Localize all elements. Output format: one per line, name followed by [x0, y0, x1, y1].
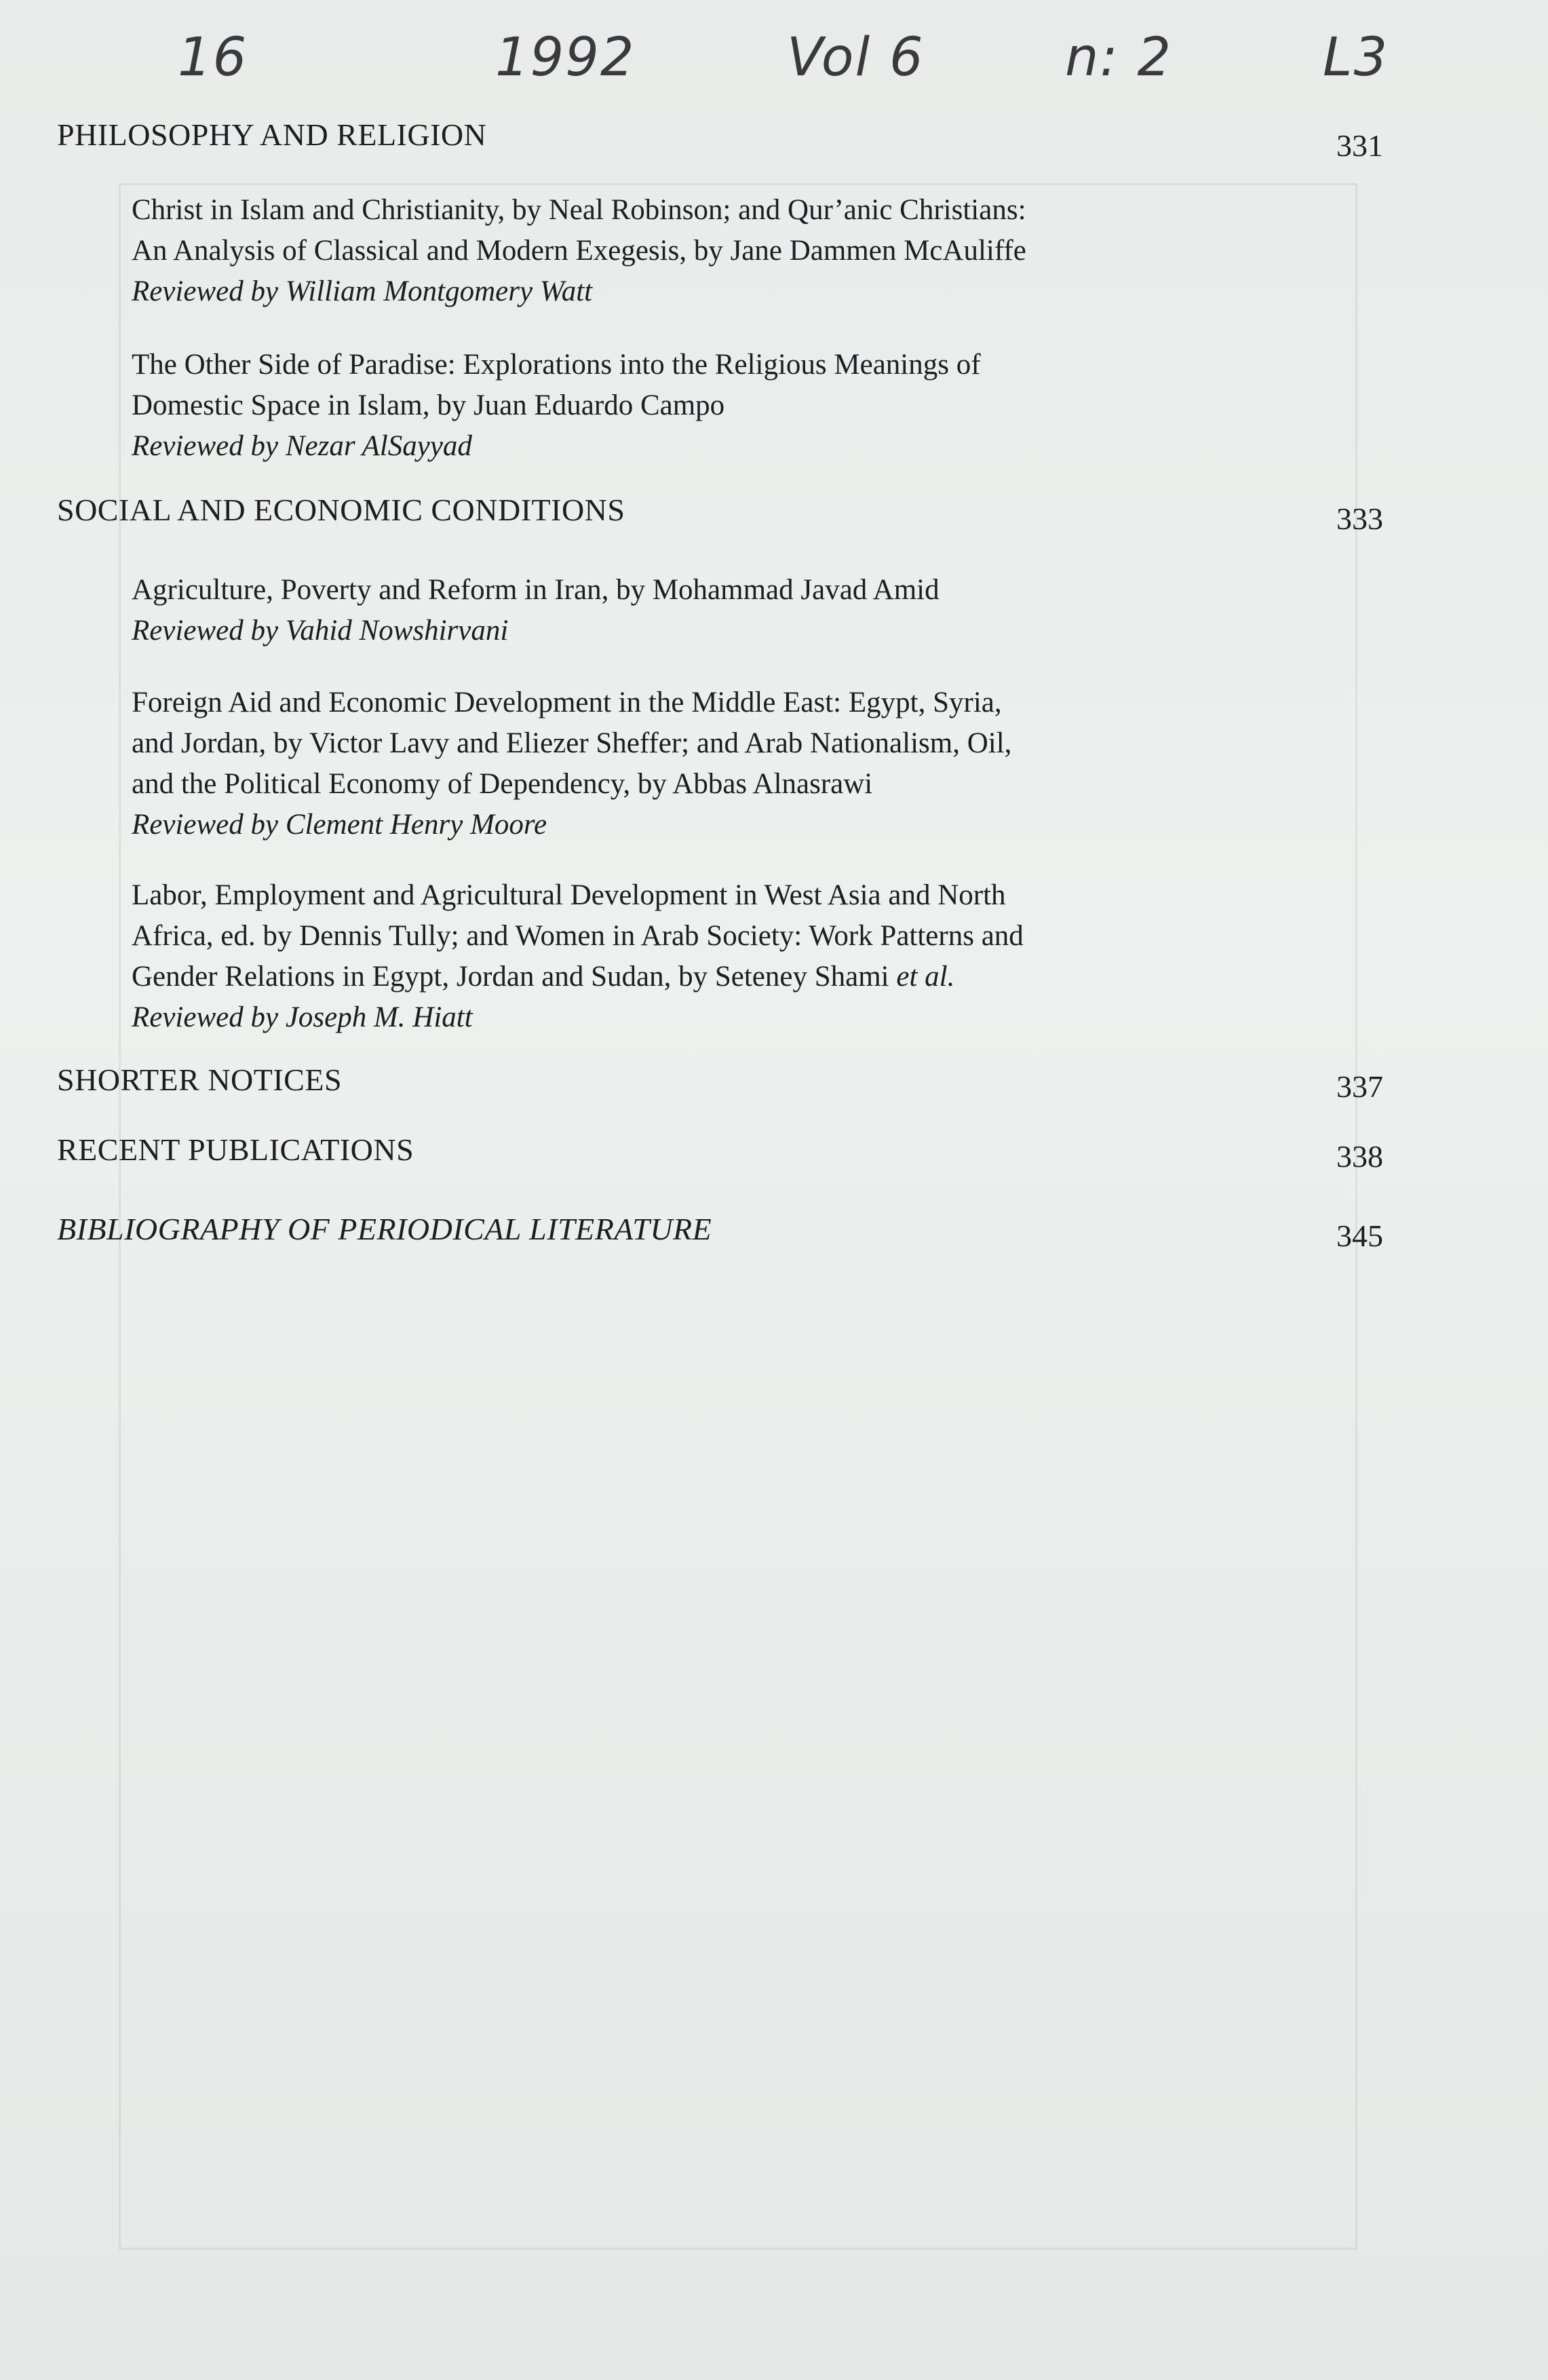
- page-number-social: 333: [1336, 501, 1383, 536]
- et-al-italic: et al.: [896, 961, 955, 993]
- handwritten-number: n: 2: [1065, 27, 1173, 88]
- entry-reviewer: Reviewed by William Montgomery Watt: [132, 275, 593, 307]
- entry-title-line: Labor, Employment and Agricultural Development in West Asia and North: [132, 879, 1006, 911]
- entry-title-line: Christ in Islam and Christianity, by Neal Robinson; and Qur’anic Christians:: [132, 194, 1026, 226]
- entry-title-line: Agriculture, Poverty and Reform in Iran, by Mohammad Javad Amid: [132, 574, 940, 606]
- entry-title-line: Domestic Space in Islam, by Juan Eduardo Campo: [132, 389, 725, 421]
- toc-entry: [132, 570, 1278, 651]
- section-title-shorter-notices: SHORTER NOTICES: [57, 1062, 343, 1097]
- handwritten-volume-code: 16: [178, 27, 248, 88]
- entry-title-line: The Other Side of Paradise: Explorations into the Religious Meanings of: [132, 349, 981, 381]
- handwritten-annotation: [0, 14, 1548, 88]
- toc-entry: [132, 683, 1278, 845]
- handwritten-shelf: L3: [1323, 27, 1389, 88]
- entry-reviewer: Reviewed by Vahid Nowshirvani: [132, 615, 509, 647]
- entry-title-line: An Analysis of Classical and Modern Exegesis, by Jane Dammen McAuliffe: [132, 235, 1026, 267]
- entry-title-line: Foreign Aid and Economic Development in the Middle East: Egypt, Syria,: [132, 687, 1002, 718]
- entry-title-line-text: Gender Relations in Egypt, Jordan and Sudan, by Seteney Shami: [132, 961, 897, 993]
- toc-entry: [132, 345, 1278, 467]
- entry-title-line: [132, 957, 1278, 997]
- entry-title-line: and Jordan, by Victor Lavy and Eliezer Sheffer; and Arab Nationalism, Oil,: [132, 727, 1012, 759]
- toc-entry: [132, 190, 1278, 312]
- section-title-bibliography: BIBLIOGRAPHY OF PERIODICAL LITERATURE: [57, 1212, 712, 1246]
- section-title-social: SOCIAL AND ECONOMIC CONDITIONS: [57, 493, 625, 527]
- section-title-philosophy: PHILOSOPHY AND RELIGION: [57, 117, 487, 152]
- entry-reviewer: Reviewed by Nezar AlSayyad: [132, 430, 472, 462]
- page-number-shorter-notices: 337: [1336, 1069, 1383, 1104]
- toc-entry: [132, 875, 1278, 1038]
- entry-title-line: and the Political Economy of Dependency, by Abbas Alnasrawi: [132, 768, 873, 800]
- entry-reviewer: Reviewed by Clement Henry Moore: [132, 809, 547, 841]
- page-number-bibliography: 345: [1336, 1218, 1383, 1253]
- section-title-recent-publications: RECENT PUBLICATIONS: [57, 1132, 414, 1167]
- page-number-recent-publications: 338: [1336, 1139, 1383, 1174]
- handwritten-vol: Vol 6: [787, 27, 925, 88]
- entry-title-line: Africa, ed. by Dennis Tully; and Women in Arab Society: Work Patterns and: [132, 920, 1024, 952]
- handwritten-year: 1992: [495, 27, 636, 88]
- entry-reviewer: Reviewed by Joseph M. Hiatt: [132, 1001, 473, 1033]
- page-number-philosophy: 331: [1336, 128, 1383, 163]
